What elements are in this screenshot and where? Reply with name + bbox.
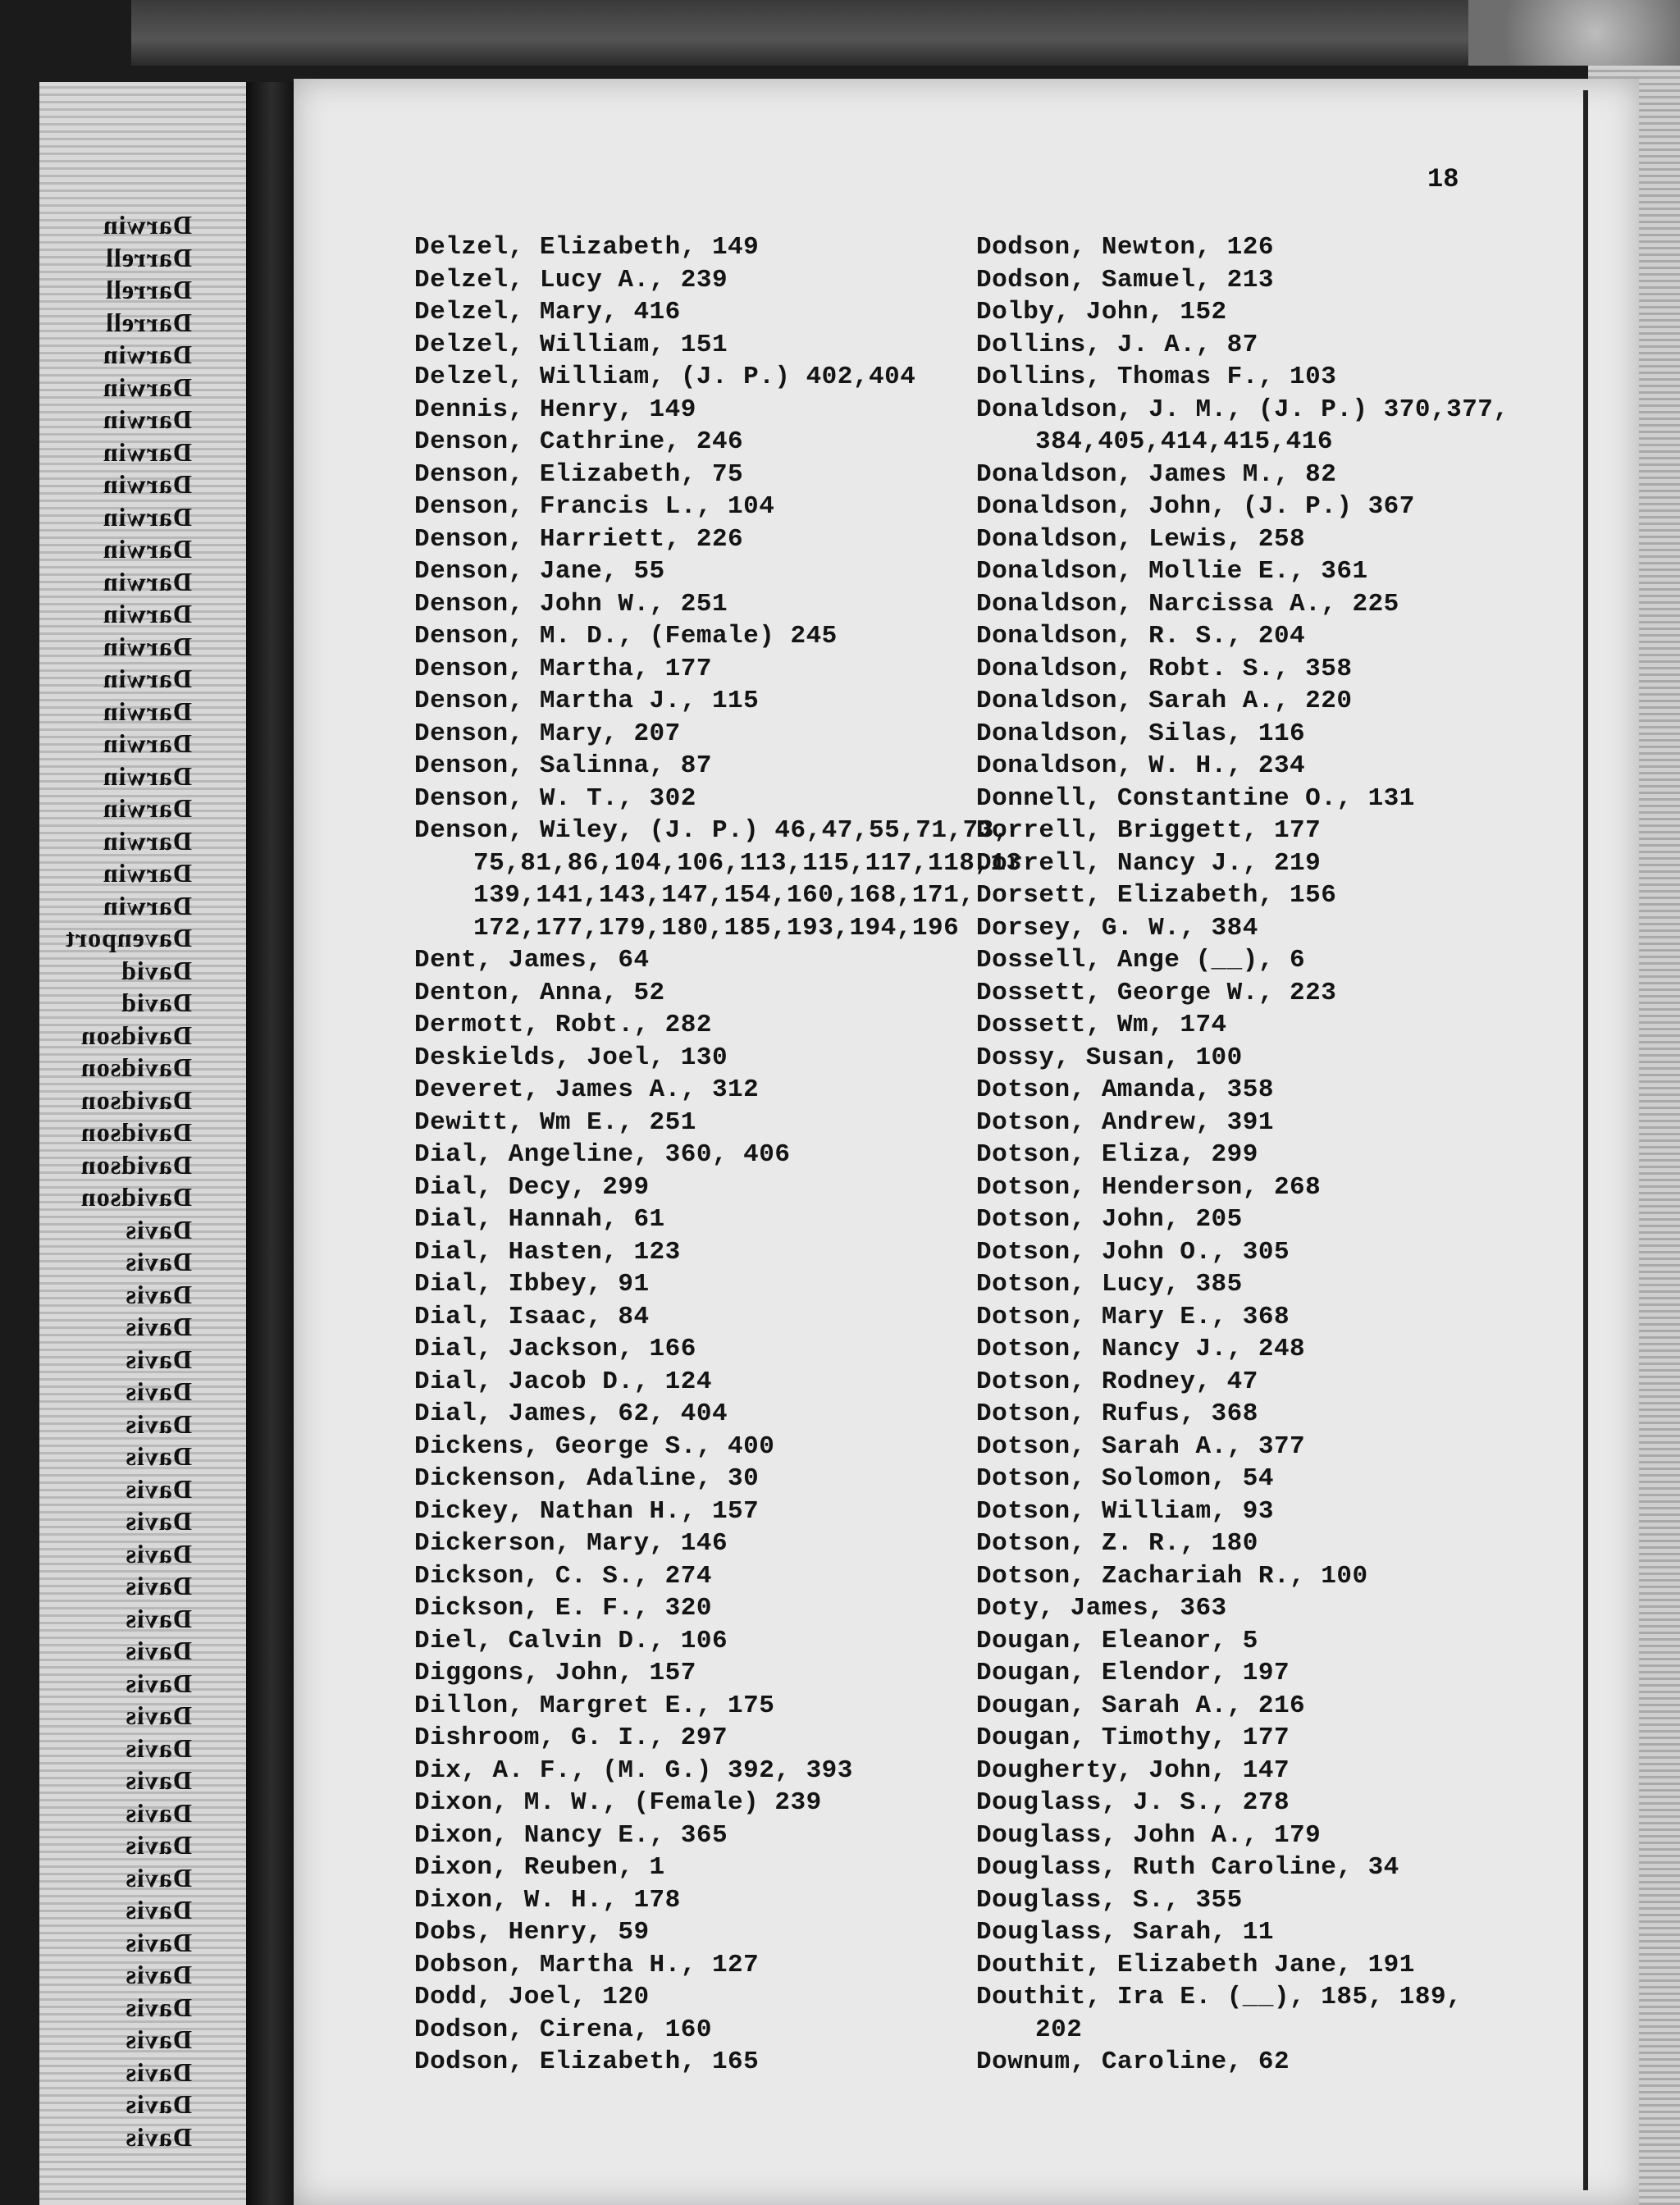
index-entry: Dobs, Henry, 59 xyxy=(414,1918,650,1947)
index-entry: Donaldson, Mollie E., 361 xyxy=(976,557,1368,586)
index-entry: Dial, Hannah, 61 xyxy=(414,1205,665,1234)
index-entry: Dougan, Timothy, 177 xyxy=(976,1723,1290,1752)
index-entry: Dotson, Lucy, 385 xyxy=(976,1270,1243,1299)
index-entry: Dotson, Eliza, 299 xyxy=(976,1140,1258,1169)
index-entry: Dillon, Margret E., 175 xyxy=(414,1691,775,1720)
index-entry: Denson, John W., 251 xyxy=(414,589,728,619)
index-entry: Dial, James, 62, 404 xyxy=(414,1399,728,1428)
page-number: 18 xyxy=(1427,164,1459,194)
index-entry: Douglass, S., 355 xyxy=(976,1885,1243,1915)
index-entry: Dix, A. F., (M. G.) 392, 393 xyxy=(414,1755,853,1785)
index-entry: Dial, Isaac, 84 xyxy=(414,1302,650,1331)
index-entry: Donaldson, Robt. S., 358 xyxy=(976,654,1353,683)
index-entry: 384,405,414,415,416 xyxy=(1035,427,1333,456)
index-entry: Dotson, Solomon, 54 xyxy=(976,1464,1274,1493)
index-entry: Dollins, Thomas F., 103 xyxy=(976,363,1337,391)
index-entry: Denson, Mary, 207 xyxy=(414,719,681,748)
index-entry: Dial, Decy, 299 xyxy=(414,1172,650,1202)
index-entry: Dial, Ibbey, 91 xyxy=(414,1270,650,1299)
index-entry: Dermott, Robt., 282 xyxy=(414,1011,712,1039)
index-entry: Dollins, J. A., 87 xyxy=(976,330,1258,359)
index-entry: Diel, Calvin D., 106 xyxy=(414,1626,728,1655)
index-column-right xyxy=(976,231,1550,2079)
index-entry: Dodson, Elizabeth, 165 xyxy=(414,2048,760,2076)
index-entry: Dossy, Susan, 100 xyxy=(976,1043,1243,1072)
index-entry: Denson, Salinna, 87 xyxy=(414,751,712,780)
index-entry: Dishroom, G. I., 297 xyxy=(414,1723,728,1752)
index-entry: Dotson, Rufus, 368 xyxy=(976,1399,1258,1428)
index-entry: Douglass, Ruth Caroline, 34 xyxy=(976,1853,1399,1882)
index-entry: Dobson, Martha H., 127 xyxy=(414,1950,760,1979)
index-entry: Dixon, Nancy E., 365 xyxy=(414,1820,728,1850)
index-entry: Donaldson, Lewis, 258 xyxy=(976,524,1306,554)
index-entry: Denson, M. D., (Female) 245 xyxy=(414,622,838,651)
index-column-left xyxy=(414,231,1022,2079)
index-entry: Dougan, Eleanor, 5 xyxy=(976,1626,1258,1655)
index-entry: Donaldson, James M., 82 xyxy=(976,459,1337,489)
index-entry: 172,177,179,180,185,193,194,196 xyxy=(473,913,960,943)
index-entry: Dickson, E. F., 320 xyxy=(414,1594,712,1623)
index-entry: Denson, Wiley, (J. P.) 46,47,55,71,73, xyxy=(414,816,1010,845)
index-entry: Denson, Harriett, 226 xyxy=(414,524,744,554)
index-entry: Dotson, Sarah A., 377 xyxy=(976,1431,1306,1461)
index-entry: Denson, Francis L., 104 xyxy=(414,492,775,521)
index-entry: Dossett, George W., 223 xyxy=(976,978,1337,1007)
index-entry: Dial, Jackson, 166 xyxy=(414,1335,696,1363)
page-edge-line xyxy=(1583,90,1588,2190)
index-entry: Donnell, Constantine O., 131 xyxy=(976,783,1415,813)
index-entry: Delzel, Mary, 416 xyxy=(414,298,681,326)
book-spine xyxy=(246,82,297,2205)
index-entry: Dotson, William, 93 xyxy=(976,1496,1274,1526)
facing-page-bleed-text: Darwin Darrell Darrell Darrell Darwin Darwin Darwin Darwin Darwin Darwin Darwin Darwin Darwin Darwin Darwin Darwin Darwin Darwin Darwin Darwin Darwin Darwin Davenport David David Davidson Davidson Davidson Davidson Davidson Davidson Davis Davis Davis Davis Davis Davis Davis Davis Davis Davis Davis Davis Davis Davis Davis Davis Davis Davis Davis Davis Davis Davis Davis Davis Davis Davis Davis Davis Davis xyxy=(65,210,192,2152)
index-entry: Dewitt, Wm E., 251 xyxy=(414,1107,696,1137)
index-entry: Dossett, Wm, 174 xyxy=(976,1011,1227,1039)
index-entry: Dodson, Cirena, 160 xyxy=(414,2015,712,2044)
index-entry: Douglass, J. S., 278 xyxy=(976,1788,1290,1817)
index-entry: Donaldson, W. H., 234 xyxy=(976,751,1306,780)
index-entry: Delzel, William, (J. P.) 402,404 xyxy=(414,363,916,391)
index-entry: Denton, Anna, 52 xyxy=(414,978,665,1007)
index-entry: 202 xyxy=(1035,2015,1083,2044)
index-entry: Dotson, John, 205 xyxy=(976,1205,1243,1234)
index-entry: Dougherty, John, 147 xyxy=(976,1755,1290,1785)
index-entry: Dotson, Andrew, 391 xyxy=(976,1107,1274,1137)
index-entry: Dotson, Rodney, 47 xyxy=(976,1367,1258,1396)
index-entry: Donaldson, Narcissa A., 225 xyxy=(976,589,1399,619)
index-entry: Denson, Martha J., 115 xyxy=(414,687,760,715)
index-entry: Denson, Cathrine, 246 xyxy=(414,427,744,456)
index-entry: Donaldson, Sarah A., 220 xyxy=(976,687,1353,715)
index-entry: Dotson, Henderson, 268 xyxy=(976,1172,1322,1202)
index-entry: Dodson, Samuel, 213 xyxy=(976,265,1274,294)
index-entry: Delzel, Lucy A., 239 xyxy=(414,265,728,294)
index-entry: Diggons, John, 157 xyxy=(414,1659,696,1687)
index-entry: Dotson, Nancy J., 248 xyxy=(976,1335,1306,1363)
index-entry: Doty, James, 363 xyxy=(976,1594,1227,1623)
facing-page-edge xyxy=(39,82,261,2205)
index-entry: Douthit, Ira E. (__), 185, 189, xyxy=(976,1983,1463,2011)
index-entry: Downum, Caroline, 62 xyxy=(976,2048,1290,2076)
scan-corner-noise xyxy=(1468,0,1680,66)
index-entry: Dotson, Zachariah R., 100 xyxy=(976,1561,1368,1591)
index-entry: Douthit, Elizabeth Jane, 191 xyxy=(976,1950,1415,1979)
index-entry: Dickerson, Mary, 146 xyxy=(414,1529,728,1558)
index-entry: Dougan, Sarah A., 216 xyxy=(976,1691,1306,1720)
index-entry: Dixon, Reuben, 1 xyxy=(414,1853,665,1882)
index-entry: Denson, Jane, 55 xyxy=(414,557,665,586)
index-entry: Douglass, John A., 179 xyxy=(976,1820,1322,1850)
index-entry: Dickenson, Adaline, 30 xyxy=(414,1464,760,1493)
index-entry: Dickey, Nathan H., 157 xyxy=(414,1496,760,1526)
index-entry: Dodson, Newton, 126 xyxy=(976,233,1274,262)
index-entry: Dorrell, Nancy J., 219 xyxy=(976,848,1322,878)
index-entry: Dougan, Elendor, 197 xyxy=(976,1659,1290,1687)
index-entry: 75,81,86,104,106,113,115,117,118,13 xyxy=(473,848,1022,878)
index-entry: Dickson, C. S., 274 xyxy=(414,1561,712,1591)
index-entry: Delzel, Elizabeth, 149 xyxy=(414,233,760,262)
index-entry: Deveret, James A., 312 xyxy=(414,1075,760,1104)
index-entry: Denson, Elizabeth, 75 xyxy=(414,459,744,489)
index-entry: Donaldson, R. S., 204 xyxy=(976,622,1306,651)
index-entry: Denson, Martha, 177 xyxy=(414,654,712,683)
index-entry: Dennis, Henry, 149 xyxy=(414,395,696,424)
index-entry: Dorrell, Briggett, 177 xyxy=(976,816,1322,845)
index-entry: Dotson, Z. R., 180 xyxy=(976,1529,1258,1558)
index-entry: Dorsey, G. W., 384 xyxy=(976,913,1258,943)
index-entry: Dickens, George S., 400 xyxy=(414,1431,775,1461)
index-entry: Dixon, M. W., (Female) 239 xyxy=(414,1788,822,1817)
index-entry: Donaldson, John, (J. P.) 367 xyxy=(976,492,1415,521)
index-entry: Donaldson, Silas, 116 xyxy=(976,719,1306,748)
index-entry: Dent, James, 64 xyxy=(414,946,650,975)
index-entry: Dotson, Mary E., 368 xyxy=(976,1302,1290,1331)
index-entry: Dorsett, Elizabeth, 156 xyxy=(976,881,1337,910)
index-entry: Dial, Angeline, 360, 406 xyxy=(414,1140,791,1169)
index-entry: 139,141,143,147,154,160,168,171, xyxy=(473,881,975,910)
index-entry: Dial, Jacob D., 124 xyxy=(414,1367,712,1396)
index-entry: Douglass, Sarah, 11 xyxy=(976,1918,1274,1947)
index-entry: Donaldson, J. M., (J. P.) 370,377, xyxy=(976,395,1509,424)
scan-top-border xyxy=(131,0,1616,66)
index-entry: Dial, Hasten, 123 xyxy=(414,1237,681,1267)
index-entry: Dotson, John O., 305 xyxy=(976,1237,1290,1267)
index-entry: Dodd, Joel, 120 xyxy=(414,1983,650,2011)
index-entry: Dolby, John, 152 xyxy=(976,298,1227,326)
index-entry: Dixon, W. H., 178 xyxy=(414,1885,681,1915)
index-entry: Dotson, Amanda, 358 xyxy=(976,1075,1274,1104)
index-entry: Denson, W. T., 302 xyxy=(414,783,696,813)
index-entry: Delzel, William, 151 xyxy=(414,330,728,359)
index-entry: Deskields, Joel, 130 xyxy=(414,1043,728,1072)
index-entry: Dossell, Ange (__), 6 xyxy=(976,946,1306,975)
